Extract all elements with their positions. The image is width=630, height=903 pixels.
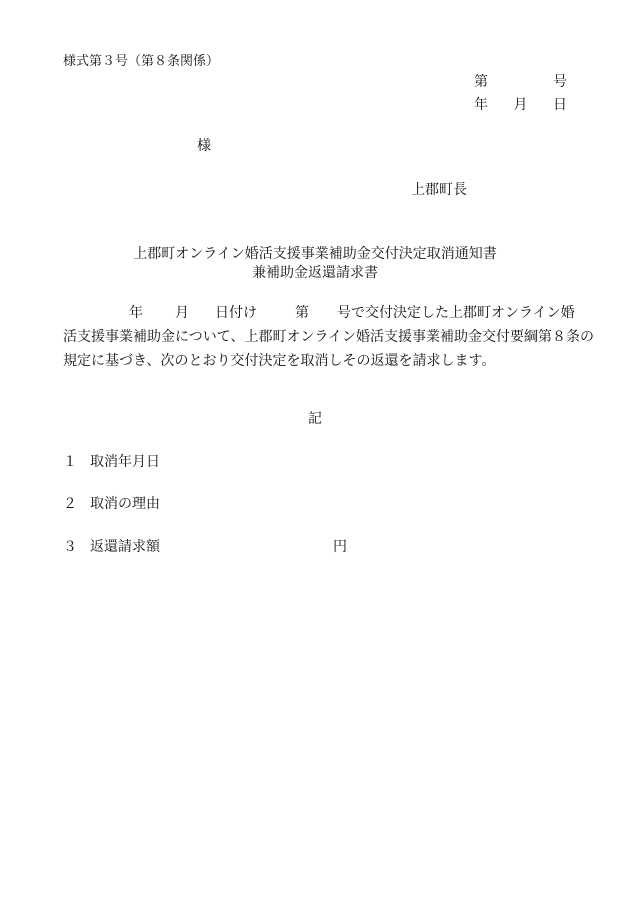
date-day-label: 日 (553, 97, 567, 113)
body-dated: 日付け (215, 305, 257, 321)
yen-unit: 円 (333, 539, 347, 555)
item-label: 取消年月日 (90, 454, 160, 470)
item-cancel-reason (63, 494, 160, 514)
item-cancel-date (63, 452, 160, 472)
sender-name: 上郡町長 (411, 182, 467, 198)
item-label: 返還請求額 (90, 539, 160, 555)
body-paragraph (63, 301, 595, 373)
item-number: ３ (63, 539, 77, 555)
item-number: １ (63, 454, 77, 470)
date-year-label: 年 (474, 97, 488, 113)
document-number-row (474, 72, 567, 92)
form-number: 様式第３号（第８条関係） (63, 54, 220, 69)
number-dai-label: 第 (474, 74, 488, 90)
ki-heading: 記 (308, 411, 322, 427)
item-refund-amount (63, 537, 347, 557)
document-title-line1: 上郡町オンライン婚活支援事業補助金交付決定取消通知書 (133, 246, 497, 262)
document-title-line2: 兼補助金返還請求書 (252, 265, 378, 281)
body-line-1 (63, 301, 575, 325)
number-go-label: 号 (553, 74, 567, 90)
body-month: 月 (175, 305, 189, 321)
body-line-3: 規定に基づき、次のとおり交付決定を取消しその返還を請求します。 (63, 353, 496, 369)
document-date-row (474, 95, 567, 115)
body-dai: 第 (295, 305, 309, 321)
item-number: ２ (63, 496, 77, 512)
body-year: 年 (129, 305, 143, 321)
body-line1-rest: 号で交付決定した上郡町オンライン婚 (337, 305, 575, 321)
date-month-label: 月 (513, 97, 528, 113)
body-line-2: 活支援事業補助金について、上郡町オンライン婚活支援事業補助金交付要綱第８条の (63, 329, 595, 345)
addressee-suffix: 様 (197, 138, 211, 154)
item-label: 取消の理由 (90, 496, 160, 512)
